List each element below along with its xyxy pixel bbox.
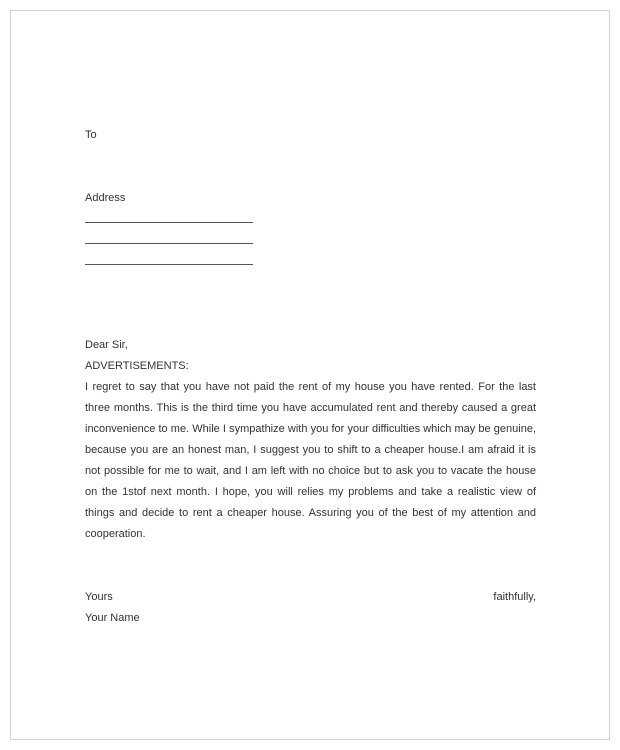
address-label: Address [85,192,126,204]
subject-line: ADVERTISEMENTS: [85,360,189,372]
document-page [10,10,610,740]
recipient-label: To [85,129,97,141]
closing-right: faithfully, [493,591,536,603]
address-blank-line [85,222,253,223]
closing [85,587,536,608]
signature-name: Your Name [85,612,140,624]
address-blank-line [85,264,253,265]
closing-left: Yours [85,591,113,603]
letter-body: I regret to say that you have not paid the rent of my house you have rented. For the last three months. This is the third time you have accumulated rent and thereby caused a great inconvenience to me. While I sympathize with you for your difficulties which may be genuine, because you are an honest man, I suggest you to shift to a cheaper house.I am afraid it is not possible for me to wait, and I am left with no choice but to ask you to vacate the house on the 1stof next month. I hope, you will relies my problems and take a realistic view of things and decide to rent a cheaper house. Assuring you of the best of my attention and cooperation. [85,381,536,540]
address-blank-line [85,243,253,244]
salutation: Dear Sir, [85,339,128,351]
